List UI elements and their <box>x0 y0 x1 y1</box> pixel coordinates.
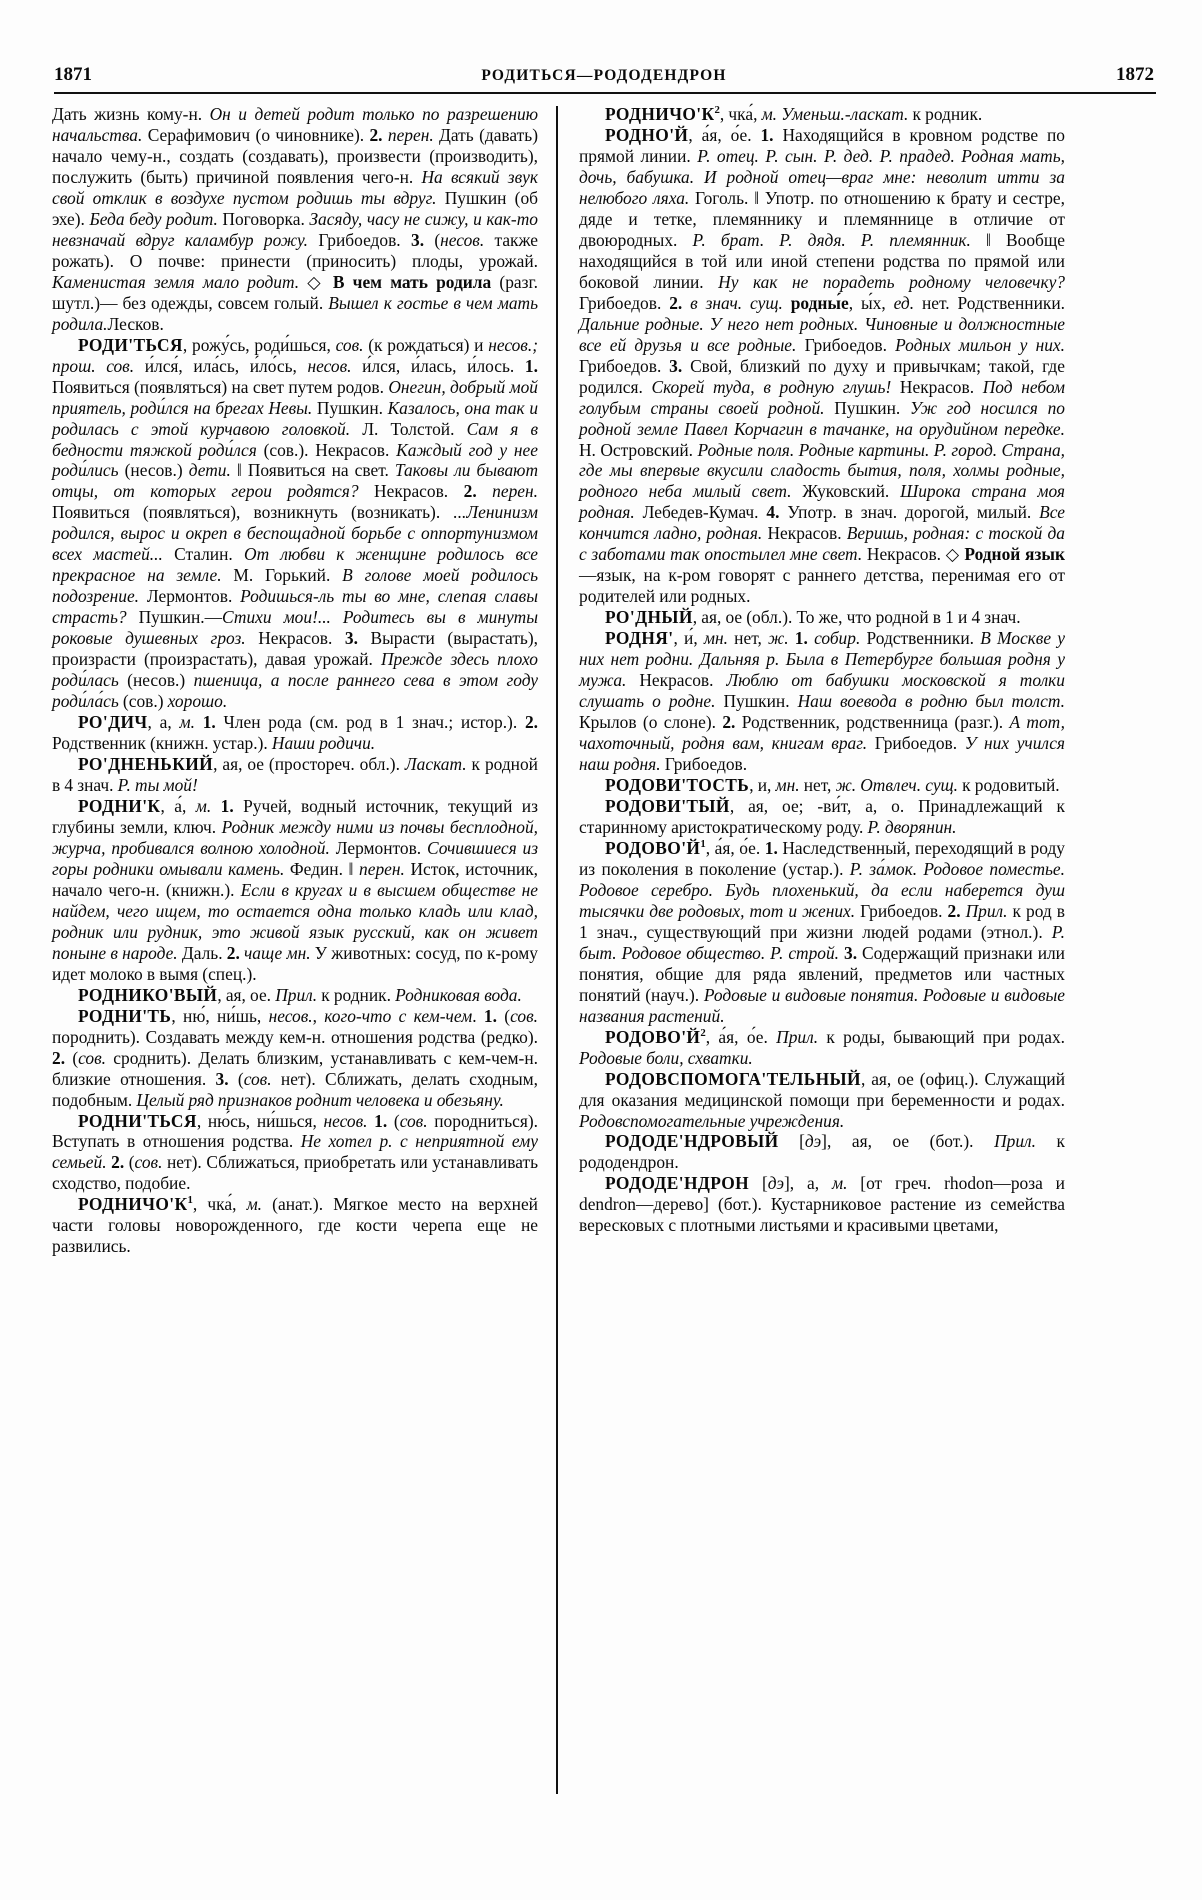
dictionary-entry <box>579 1131 1065 1173</box>
dictionary-entry <box>52 712 538 754</box>
entry-headword: РОДНИКО'ВЫЙ <box>78 984 218 1005</box>
entry-body: , а́я, о́е. 1. Наследственный, переходящий в роду из поколения в поколение (устар.). Р. за́мок. Родовое поместье. Родовое серебро. Будь плохенький, да если наберется душ тысячки две родовых, тот и жених. Грибоедов. 2. Прил. к род в 1 знач., существующий при жизни людей родами (этнол.). Р. быт. Родовое общество. Р. строй. 3. Содержащий признаки или понятия, общие для ряда явлений, предметов или частных понятий (науч.). Родовые и видовые понятия. Родовые и видовые названия растений. <box>579 837 1066 1026</box>
dictionary-entry <box>52 335 538 712</box>
entry-homograph-number: 2 <box>700 1026 706 1039</box>
header-rule <box>54 92 1156 94</box>
dictionary-entry <box>579 607 1065 628</box>
dictionary-entry <box>52 1194 538 1257</box>
entry-body: [дэ], ая, ое (бот.). Прил. к рододендрон. <box>579 1131 1065 1173</box>
dictionary-entry <box>52 1111 538 1195</box>
entry-headword: РОДИ'ТЬСЯ <box>78 334 183 355</box>
entry-list-left <box>52 335 538 1258</box>
folio-left: 1871 <box>54 64 92 85</box>
entry-headword: РО'ДНЫЙ <box>605 607 693 628</box>
dictionary-entry <box>52 985 538 1006</box>
continued-entry: Дать жизнь кому-н. Он и детей родит только по разрешению начальства. Серафимович (о чиновнике). 2. перен. Дать (давать) начало чему-н., создать (создавать), произвести (производить), послужить (быть) причиной появления чего-н. На всякий звук свой отклик в воздухе пустом родишь ты вдруг. Пушкин (об эхе). Беда беду родит. Поговорка. Засяду, часу не сижу, и как-то невзначай вдруг каламбур рожу. Грибоедов. 3. (несов. также рожать). О почве: принести (приносить) плоды, урожай. Каменистая земля мало родит. ◇ В чем мать родила (разг. шутл.)— без одежды, совсем голый. Вышел к гостье в чем мать родила.Лесков. <box>52 104 538 334</box>
entry-body: , рожу́сь, роди́шься, сов. (к рождаться) и несов.; прош. сов. и́лся́, ила́сь, и́ло́сь, несов. и́лся, и́лась, и́лось. 1. Появиться (появляться) на свет путем родов. Онегин, добрый мой приятель, роди́лся на брегах Невы. Пушкин. Казалось, она так и родилась с этой курчавою головкой. Л. Толстой. Сам я в бедности тяжкой роди́лся (сов.). Некрасов. Каждый год у нее роди́лись (несов.) дети. ‖ Появиться на свет. Таковы ли бывают отцы, от которых герои родятся? Некрасов. 2. перен. Появиться (появляться), возникнуть (возникать). ...Ленинизм родился, вырос и окреп в беспощадной борьбе с оппортунизмом всех мастей... Сталин. От любви к женщине родилось все прекрасное на земле. М. Горький. В голове моей родилось подозрение. Лермонтов. Родишься-ль ты во мне, слепая славы страсть? Пушкин.—Стихи мои!... Родитесь вы в минуты роковые душевных гроз. Некрасов. 3. Вырасти (вырастать), произрасти (произрастать), давая урожай. Прежде здесь плохо роди́лась (несов.) пшеница, а после раннего сева в этом году роди́ла́сь (сов.) хорошо. <box>52 334 539 712</box>
entry-headword: $РОДНИЧО'К^2$ <box>605 104 720 124</box>
entry-body: , ая, ое. Прил. к родник. Родниковая вода. <box>217 984 522 1005</box>
entry-headword: РОДОДЕ'НДРОН <box>605 1173 750 1194</box>
entry-headword: $РОДОВО'Й^1$ <box>605 837 706 858</box>
entry-homograph-number: 2 <box>714 104 720 117</box>
dictionary-entry <box>579 104 1065 125</box>
dictionary-entry <box>52 754 538 796</box>
dictionary-entry <box>579 796 1065 838</box>
entry-headword: РОДОДЕ'НДРОВЫЙ <box>605 1131 779 1152</box>
entry-list-right <box>579 104 1065 1236</box>
entry-headword: РОДНО'Й <box>605 124 689 145</box>
entry-body: , ню́, ни́шь, несов., кого-что с кем-чем. 1. (сов. породнить). Создавать между кем-н. отношения родства (редко). 2. (сов. сроднить). Делать близким, устанавливать с кем-чем-н. близкие отношения. 3. (сов. нет). Сближать, делать сходным, подобным. Целый ряд признаков роднит человека и обезьяну. <box>52 1005 538 1110</box>
dictionary-entry <box>579 1069 1065 1132</box>
dictionary-entry <box>52 1006 538 1111</box>
entry-headword: РОДНИ'К <box>78 795 161 816</box>
entry-headword: РО'ДИЧ <box>78 712 148 733</box>
entry-homograph-number: 1 <box>187 1194 193 1207</box>
entry-body: , и́, мн. нет, ж. 1. собир. Родственники. В Москве у них нет родни. Дальняя р. Была в Петербурге большая родня у мужа. Некрасов. Люблю от бабушки московской я толки слушать о родне. Пушкин. Наш воевода в родню был толст. Крылов (о слоне). 2. Родственник, родственница (разг.). А тот, чахоточный, родня вам, книгам враг. Грибоедов. У них учился наш родня. Грибоедов. <box>579 628 1065 775</box>
entry-body: , ню́сь, ни́шься, несов. 1. (сов. породниться). Вступать в отношения родства. Не хотел р. с неприятной ему семьей. 2. (сов. нет). Сближаться, приобретать или устанавливать сходство, подобие. <box>52 1110 539 1194</box>
dictionary-entry <box>579 1173 1065 1236</box>
entry-body: , а́, м. 1. Ручей, водный источник, текущий из глубины земли, ключ. Родник между ними из почвы бесплодной, журча, пробивался волною холодной. Лермонтов. Сочившиеся из горы родники омывали камень. Федин. ‖ перен. Исток, источник, начало чего-н. (книжн.). Если в кругах и в высшем обществе не найдем, чего ищем, то остается одна только кладь или клад, родник или рудник, это живой язык русский, как он живет поныне в народе. Даль. 2. чаще мн. У животных: сосуд, по к-рому идет молоко в вымя (спец.). <box>52 795 538 984</box>
entry-body: , а́я, о́е. 1. Находящийся в кровном родстве по прямой линии. Р. отец. Р. сын. Р. дед. Р. прадед. Родная мать, дочь, бабушка. И родной отец—враг мне: неволит итти за нелюбого ляха. Гоголь. ‖ Употр. по отношению к брату и сестре, дяде и тетке, племяннику и племяннице в отличие от двоюродных. Р. брат. Р. дядя. Р. племянник. ‖ Вообще находящийся в той или иной степени родства по прямой или боковой линии. Ну как не порадеть родному человечку? Грибоедов. 2. в знач. сущ. родны́е, ы́х, ед. нет. Родственники. Дальние родные. У него нет родных. Чиновные и должностные все ей друзья и все родные. Грибоедов. Родных мильон у них. Грибоедов. 3. Свой, близкий по духу и привычкам; такой, где родился. Скорей туда, в родную глушь! Некрасов. Под небом голубым страны своей родной. Пушкин. Уж год носился по родной земле Павел Корчагин в тачанке, на орудийном передке. Н. Островский. Родные поля. Родные картины. Р. город. Страна, где мы впервые вкусили сладость бытия, поля, холмы родные, родного неба милый свет. Жуковский. Широка страна моя родная. Лебедев-Кумач. 4. Употр. в знач. дорогой, милый. Все кончится ладно, родная. Некрасов. Веришь, родная: с тоской да с заботами так опостылел мне свет. Некрасов. ◇ Родной язык—язык, на к-ром говорят с раннего детства, перенимая его от родителей или родных. <box>579 124 1065 607</box>
entry-headword: РОДНИ'ТЬСЯ <box>78 1110 197 1131</box>
entry-body: , а́я, о́е. Прил. к роды, бывающий при родах. Родовые боли, схватки. <box>579 1026 1065 1068</box>
entry-headword: РОДНИ'ТЬ <box>78 1005 172 1026</box>
entry-body: , чка́, м. (анат.). Мягкое место на верхней части головы новорожденного, где кости черепа еще не развились. <box>52 1194 538 1257</box>
dictionary-entry <box>579 1027 1065 1069</box>
entry-body: , ая, ое; -ви́т, а, о. Принадлежащий к старинному аристократическому роду. Р. дворянин. <box>579 795 1065 837</box>
entry-body: , а, м. 1. Член рода (см. род в 1 знач.; истор.). 2. Родственник (книжн. устар.). Наши родичи. <box>52 712 538 754</box>
entry-headword: РОДНЯ' <box>605 628 674 649</box>
column-container <box>52 104 1158 1794</box>
column-right <box>558 104 1065 1794</box>
dictionary-entry <box>579 628 1065 775</box>
entry-headword: $РОДНИЧО'К^1$ <box>78 1194 193 1215</box>
running-title: РОДИТЬСЯ—РОДОДЕНДРОН <box>481 67 727 84</box>
entry-body: , ая, ое (простореч. обл.). Ласкат. к родной в 4 знач. Р. ты мой! <box>52 754 538 795</box>
folio-right: 1872 <box>1115 64 1154 85</box>
entry-body: , ая, ое (обл.). То же, что родной в 1 и 4 знач. <box>692 607 1021 628</box>
dictionary-entry <box>579 775 1065 796</box>
dictionary-entry <box>579 838 1065 1027</box>
dictionary-entry <box>52 796 538 985</box>
entry-body: , и, мн. нет, ж. Отвлеч. сущ. к родовитый. <box>749 775 1060 795</box>
column-left <box>52 104 556 1794</box>
entry-headword: РОДОВИ'ТОСТЬ <box>605 775 750 795</box>
entry-body: , чка́, м. Уменьш.-ласкат. к родник. <box>719 104 983 124</box>
entry-body: [дэ], а, м. [от греч. rhodon—роза и dendron—дерево] (бот.). Кустарниковое растение из семейства вересковых с плотными листьями и красивыми цветами, <box>579 1173 1065 1236</box>
entry-headword: РОДОВСПОМОГА'ТЕЛЬНЫЙ <box>605 1068 861 1089</box>
entry-headword: РОДОВИ'ТЫЙ <box>605 795 730 816</box>
entry-headword: $РОДОВО'Й^2$ <box>605 1026 706 1047</box>
dictionary-entry <box>579 125 1065 607</box>
entry-body: , ая, ое (офиц.). Служащий для оказания медицинской помощи при беременности и родах. Родовспомогательные учреждения. <box>579 1068 1065 1131</box>
running-head <box>52 64 1158 86</box>
entry-homograph-number: 1 <box>700 838 706 851</box>
entry-headword: РО'ДНЕНЬКИЙ <box>78 754 214 775</box>
